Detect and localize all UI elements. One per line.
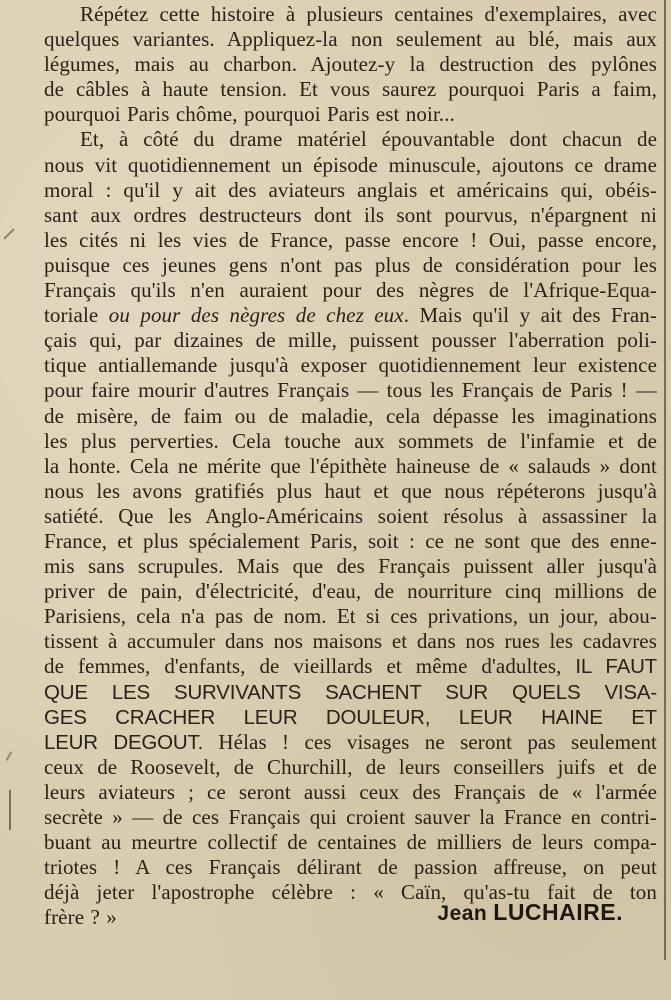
author-first-name: Jean [437, 902, 488, 925]
text-run: . Mais qu'il y ait des Fran- [403, 303, 657, 328]
text-line: satiété. Que les Anglo-Américains soient résolus à assassiner la [44, 503, 657, 528]
author-surname: LUCHAIRE. [493, 899, 623, 925]
text-line: nous les avons gratifiés plus haut et que nous répéterons jusqu'à [44, 478, 657, 503]
text-line: Répétez cette histoire à plusieurs centaines d'exemplaires, avec [80, 2, 657, 26]
text-line: tique antiallemande jusqu'à exposer quotidiennement leur existence [44, 353, 657, 378]
text-line [44, 680, 657, 705]
text-line: Et, à côté du drame matériel épouvantable dont chacun de [80, 127, 657, 152]
text-line [44, 730, 657, 755]
text-run: toriale [44, 303, 109, 328]
text-line: de misère, de faim ou de maladie, cela dépasse les imaginations [44, 403, 657, 428]
italic-text-run: ou pour des nègres de chez eux [108, 303, 404, 328]
text-line: les plus perverties. Cela touche aux sommets de l'infamie et de [44, 428, 657, 453]
text-line [44, 303, 657, 328]
text-run: Hélas ! ces visages ne seront pas seulement [203, 729, 657, 754]
capitals-text-run: LEUR DEGOUT. [44, 730, 204, 754]
text-line: tissent à accumuler dans nos maisons et dans nos rues les cadavres [44, 629, 657, 654]
article-column [44, 2, 657, 930]
text-line: pourquoi Paris chôme, pourquoi Paris est noir... [44, 102, 455, 127]
text-line: Français qu'ils n'en auraient pour des nègres de l'Afrique-Equa- [44, 278, 657, 303]
text-line: puisque ces jeunes gens n'ont pas plus de considération pour les [44, 252, 657, 277]
column-rule [664, 0, 666, 960]
text-line: leurs aviateurs ; ce seront aussi ceux des Français de « l'armée [44, 779, 657, 804]
text-line: çais qui, par dizaines de mille, puissent pousser l'aberration poli- [44, 328, 657, 353]
text-line: légumes, mais au charbon. Ajoutez-y la destruction des pylônes [44, 52, 657, 77]
text-line: buant au meurtre collectif de centaines de milliers de leurs compa- [44, 830, 657, 855]
text-line: sant aux ordres destructeurs dont ils sont pourvus, n'épargnent ni [44, 202, 657, 227]
capitals-text-run: QUE LES SURVIVANTS SACHENT SUR QUELS VISA- [44, 680, 657, 704]
text-line: secrète » — de ces Français qui croient sauver la France en contri- [44, 805, 657, 829]
text-line: triotes ! A ces Français délirant de passion affreuse, on peut [44, 855, 657, 880]
text-line: nous vit quotidiennement un épisode minuscule, ajoutons ce drame [44, 152, 657, 177]
text-line: déjà jeter l'apostrophe célèbre : « Caïn, qu'as-tu fait de ton [44, 880, 657, 905]
margin-pencil-mark [3, 228, 14, 239]
capitals-text-run: IL FAUT [575, 655, 658, 679]
text-line: de câbles à haute tension. Et vous saurez pourquoi Paris a faim, [44, 77, 657, 102]
text-line: ceux de Roosevelt, de Churchill, de leurs conseillers juifs et de [44, 754, 657, 779]
text-line: Parisiens, cela n'a pas de nom. Et si ces privations, un jour, abou- [44, 604, 657, 629]
text-line: quelques variantes. Appliquez-la non seulement au blé, mais aux [44, 27, 657, 52]
capitals-text-run: GES CRACHER LEUR DOULEUR, LEUR HAINE ET [44, 705, 657, 729]
margin-pencil-mark [6, 751, 13, 761]
text-line: mis sans scrupules. Mais que des Français puissent aller jusqu'à [44, 554, 657, 579]
text-line: France, et plus spécialement Paris, soit : ce ne sont que des enne- [44, 528, 657, 553]
text-line: priver de pain, d'électricité, d'eau, de nourriture cinq millions de [44, 579, 657, 604]
text-line [44, 654, 657, 679]
text-run: de femmes, d'enfants, de vieillards et même d'adultes, [44, 654, 576, 679]
author-signature [437, 899, 623, 926]
text-line: les cités ni les vies de France, passe encore ! Oui, passe encore, [44, 227, 657, 252]
text-line [44, 705, 657, 730]
text-line: frère ? » [44, 905, 117, 930]
text-line: moral : qu'il y ait des aviateurs anglais et américains qui, obéis- [44, 177, 657, 202]
text-line: la honte. Cela ne mérite que l'épithète haineuse de « salauds » dont [44, 453, 657, 478]
margin-pencil-line [9, 790, 11, 830]
text-line: pour faire mourir d'autres Français — tous les Français de Paris ! — [44, 378, 657, 403]
